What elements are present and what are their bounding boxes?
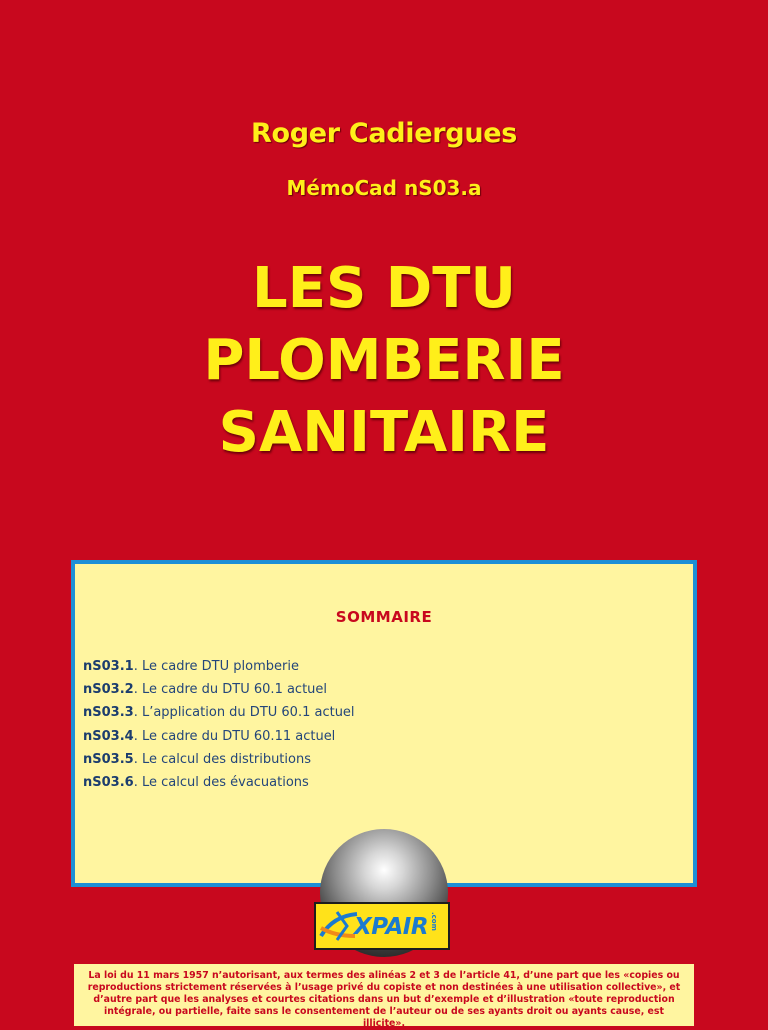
toc-item[interactable] (83, 655, 355, 678)
toc-item-code: nS03.6 (83, 775, 134, 791)
cover-reference: MémoCad nS03.a (286, 176, 482, 200)
toc-item[interactable] (83, 678, 355, 701)
title-line: PLOMBERIE (203, 328, 565, 393)
toc-item-text: . Le cadre du DTU 60.1 actuel (133, 682, 328, 698)
toc-item[interactable] (83, 748, 355, 771)
logo-text: XPAIR (354, 914, 429, 940)
toc-item[interactable] (83, 725, 355, 748)
swoosh-icon (319, 906, 359, 946)
toc-item-code: nS03.5 (83, 751, 134, 767)
toc-item-text: . Le calcul des évacuations (133, 775, 309, 791)
toc-item[interactable] (83, 771, 355, 794)
summary-heading: SOMMAIRE (335, 608, 433, 626)
cover-title (0, 253, 768, 469)
toc-item-code: nS03.3 (83, 705, 134, 721)
logo-badge (314, 902, 450, 950)
xpair-logo[interactable] (314, 829, 454, 957)
toc-item-text: . Le cadre DTU plomberie (133, 659, 299, 674)
toc-item-code: nS03.2 (83, 682, 134, 698)
title-line: SANITAIRE (218, 400, 550, 465)
toc-item-text: . Le calcul des distributions (133, 751, 311, 767)
toc-item[interactable] (83, 701, 355, 724)
toc-item-code: nS03.1 (83, 659, 134, 674)
table-of-contents (83, 655, 355, 794)
toc-item-code: nS03.4 (83, 728, 134, 744)
title-line: LES DTU (252, 256, 516, 321)
toc-item-text: . Le cadre du DTU 60.11 actuel (133, 728, 336, 744)
legal-notice: La loi du 11 mars 1957 n’autorisant, aux termes des alinéas 2 et 3 de l’article 41, d’une part que les «copies ou reproductions strictement réservées à l’usage privé du copiste et non destinées à une utilisation collective», et d’autre part que les analyses et courtes citations dans un but d’exemple et d’illustration «toute reproduction intégrale, ou partielle, faite sans le consentement de l’auteur ou de ses ayants droit ou ayants cause, est illicite». (74, 964, 694, 1026)
logo-suffix: .com (430, 912, 438, 931)
cover-author: Roger Cadiergues (250, 118, 518, 149)
toc-item-text: . L’application du DTU 60.1 actuel (133, 705, 355, 721)
